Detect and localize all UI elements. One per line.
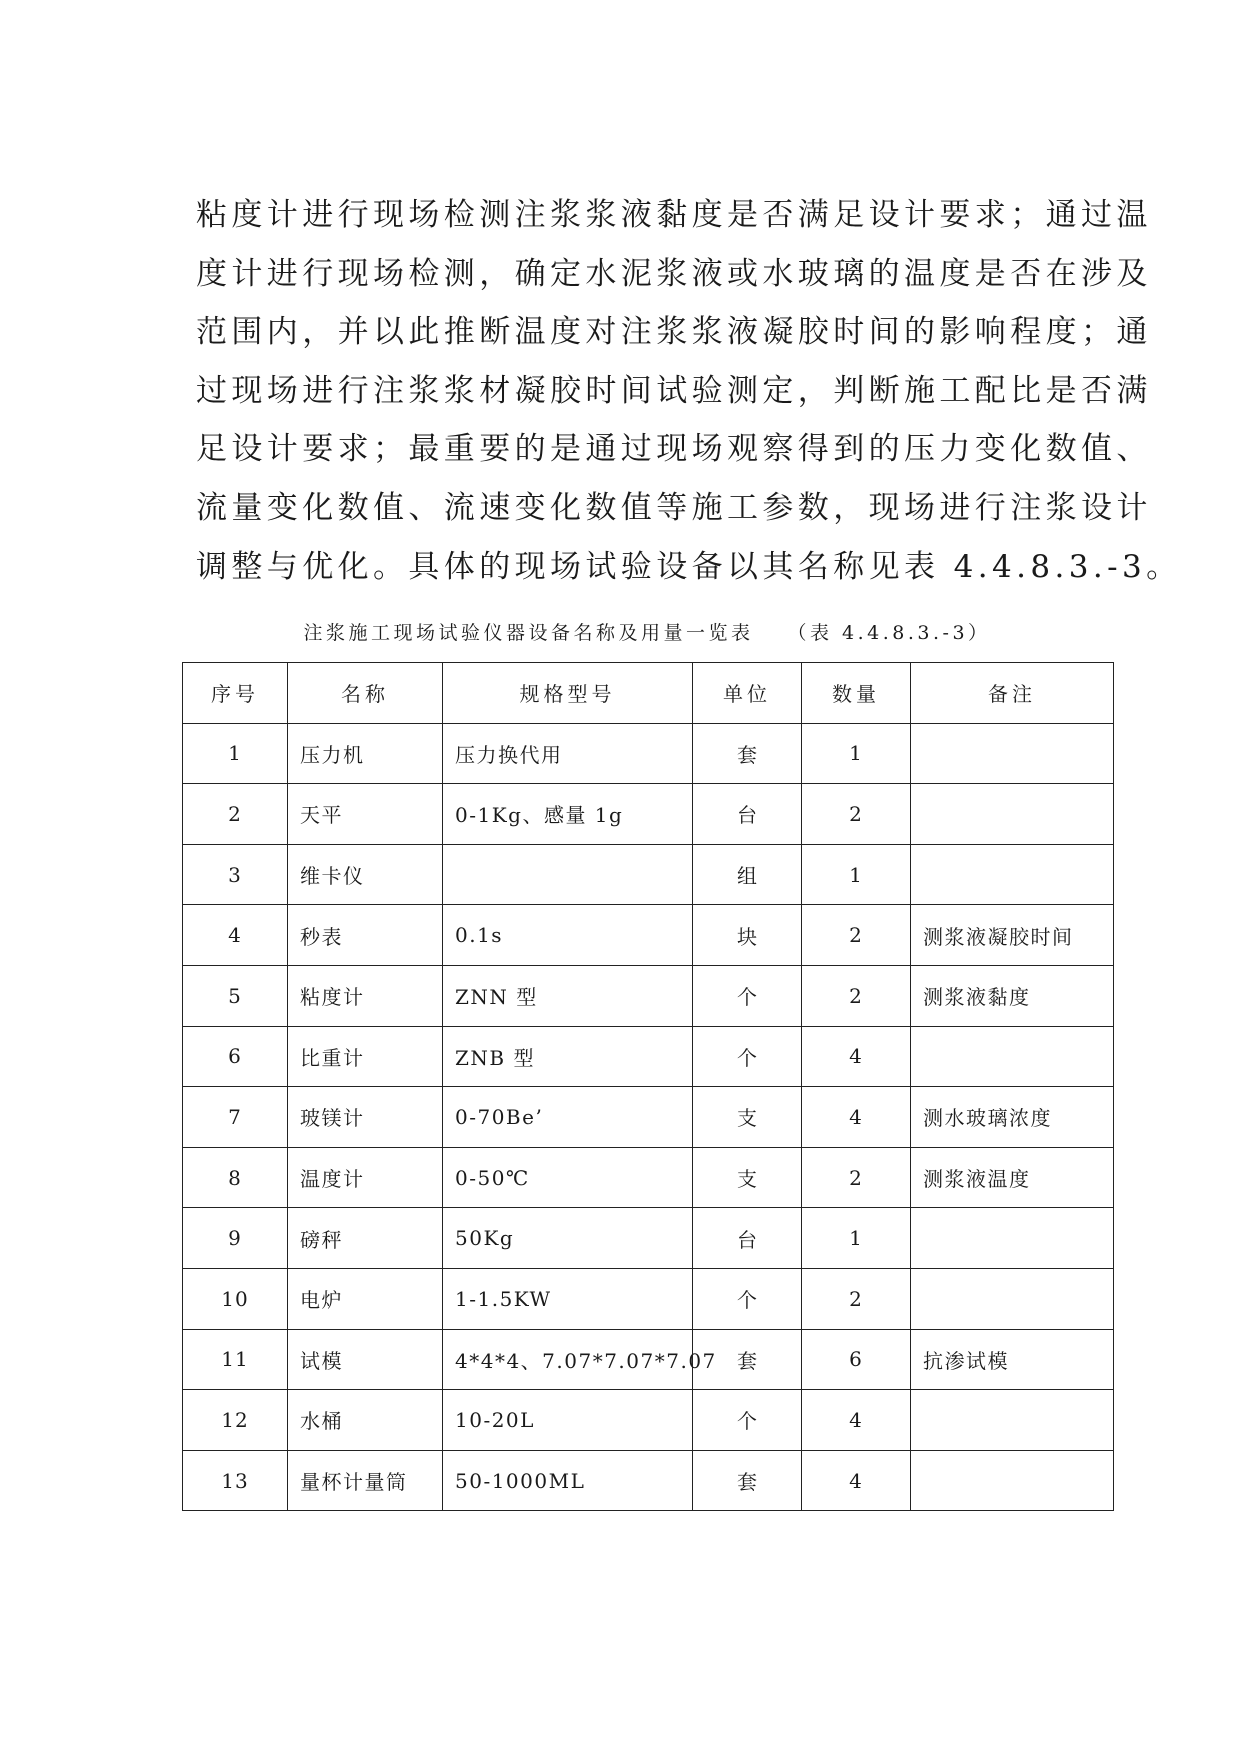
cell-unit: 个: [693, 1026, 802, 1087]
header-spec: 规格型号: [443, 663, 693, 724]
cell-name: 比重计: [288, 1026, 443, 1087]
cell-unit: 支: [693, 1087, 802, 1148]
cell-quantity: 1: [802, 723, 911, 784]
cell-name: 水桶: [288, 1390, 443, 1451]
header-unit: 单位: [693, 663, 802, 724]
cell-spec: [443, 844, 693, 905]
table-row: [183, 784, 1114, 845]
cell-spec: 1-1.5KW: [443, 1268, 693, 1329]
cell-unit: 个: [693, 1268, 802, 1329]
paragraph-line: 足设计要求；最重要的是通过现场观察得到的压力变化数值、: [196, 431, 1152, 468]
cell-quantity: 2: [802, 1268, 911, 1329]
header-quantity: 数量: [802, 663, 911, 724]
cell-index: 8: [183, 1147, 288, 1208]
table-row: [183, 723, 1114, 784]
cell-unit: 套: [693, 1450, 802, 1511]
paragraph-line: 范围内，并以此推断温度对注浆浆液凝胶时间的影响程度；通: [196, 314, 1152, 351]
cell-quantity: 2: [802, 1147, 911, 1208]
cell-index: 13: [183, 1450, 288, 1511]
cell-unit: 台: [693, 1208, 802, 1269]
table-caption: [182, 618, 1112, 645]
cell-index: 2: [183, 784, 288, 845]
cell-unit: 组: [693, 844, 802, 905]
cell-index: 9: [183, 1208, 288, 1269]
cell-spec: 0-1Kg、感量 1g: [443, 784, 693, 845]
cell-unit: 个: [693, 965, 802, 1026]
body-paragraph: [196, 186, 1182, 596]
table-row: [183, 965, 1114, 1026]
table-body: [183, 723, 1114, 1511]
cell-name: 玻镁计: [288, 1087, 443, 1148]
cell-spec: ZNB 型: [443, 1026, 693, 1087]
cell-quantity: 1: [802, 844, 911, 905]
cell-name: 维卡仪: [288, 844, 443, 905]
cell-name: 温度计: [288, 1147, 443, 1208]
table-row: [183, 905, 1114, 966]
cell-spec: 压力换代用: [443, 723, 693, 784]
cell-remarks: 抗渗试模: [911, 1329, 1114, 1390]
cell-quantity: 2: [802, 905, 911, 966]
cell-remarks: 测浆液凝胶时间: [911, 905, 1114, 966]
table-row: [183, 1087, 1114, 1148]
table-header-row: [183, 663, 1114, 724]
cell-index: 7: [183, 1087, 288, 1148]
cell-name: 量杯计量筒: [288, 1450, 443, 1511]
table-row: [183, 1329, 1114, 1390]
cell-index: 11: [183, 1329, 288, 1390]
table-row: [183, 1208, 1114, 1269]
cell-remarks: 测水玻璃浓度: [911, 1087, 1114, 1148]
cell-spec: 50-1000ML: [443, 1450, 693, 1511]
cell-remarks: [911, 1390, 1114, 1451]
cell-index: 10: [183, 1268, 288, 1329]
cell-spec: 0-50℃: [443, 1147, 693, 1208]
cell-name: 磅秤: [288, 1208, 443, 1269]
cell-remarks: [911, 844, 1114, 905]
paragraph-line: 调整与优化。具体的现场试验设备以其名称见表 4.4.8.3.-3。: [196, 548, 1182, 585]
cell-spec: 4*4*4、7.07*7.07*7.07: [443, 1329, 693, 1390]
cell-unit: 套: [693, 1329, 802, 1390]
cell-quantity: 4: [802, 1026, 911, 1087]
cell-remarks: [911, 1268, 1114, 1329]
cell-name: 天平: [288, 784, 443, 845]
table-row: [183, 1450, 1114, 1511]
header-name: 名称: [288, 663, 443, 724]
paragraph-line: 度计进行现场检测，确定水泥浆液或水玻璃的温度是否在涉及: [196, 255, 1152, 292]
table-row: [183, 1026, 1114, 1087]
cell-spec: 50Kg: [443, 1208, 693, 1269]
paragraph-line: 粘度计进行现场检测注浆浆液黏度是否满足设计要求；通过温: [196, 197, 1152, 233]
cell-index: 1: [183, 723, 288, 784]
cell-index: 12: [183, 1390, 288, 1451]
table-row: [183, 1268, 1114, 1329]
cell-name: 电炉: [288, 1268, 443, 1329]
cell-remarks: [911, 1450, 1114, 1511]
cell-quantity: 6: [802, 1329, 911, 1390]
cell-unit: 个: [693, 1390, 802, 1451]
cell-spec: 0.1s: [443, 905, 693, 966]
cell-index: 5: [183, 965, 288, 1026]
cell-index: 4: [183, 905, 288, 966]
cell-quantity: 2: [802, 784, 911, 845]
cell-spec: 0-70Be’: [443, 1087, 693, 1148]
paragraph-line: 过现场进行注浆浆材凝胶时间试验测定，判断施工配比是否满: [196, 372, 1152, 409]
cell-unit: 台: [693, 784, 802, 845]
cell-quantity: 4: [802, 1390, 911, 1451]
cell-index: 6: [183, 1026, 288, 1087]
table-row: [183, 844, 1114, 905]
cell-remarks: [911, 1208, 1114, 1269]
cell-unit: 支: [693, 1147, 802, 1208]
table-caption-title: 注浆施工现场试验仪器设备名称及用量一览表: [303, 622, 754, 644]
table-row: [183, 1147, 1114, 1208]
cell-remarks: [911, 723, 1114, 784]
paragraph-line: 流量变化数值、流速变化数值等施工参数，现场进行注浆设计: [196, 489, 1152, 526]
cell-quantity: 4: [802, 1087, 911, 1148]
cell-name: 压力机: [288, 723, 443, 784]
cell-remarks: 测浆液温度: [911, 1147, 1114, 1208]
cell-unit: 块: [693, 905, 802, 966]
cell-spec: ZNN 型: [443, 965, 693, 1026]
cell-quantity: 4: [802, 1450, 911, 1511]
cell-name: 粘度计: [288, 965, 443, 1026]
cell-remarks: [911, 1026, 1114, 1087]
cell-remarks: 测浆液黏度: [911, 965, 1114, 1026]
header-remarks: 备注: [911, 663, 1114, 724]
cell-unit: 套: [693, 723, 802, 784]
cell-name: 秒表: [288, 905, 443, 966]
cell-quantity: 2: [802, 965, 911, 1026]
cell-index: 3: [183, 844, 288, 905]
header-index: 序号: [183, 663, 288, 724]
equipment-table: [182, 662, 1114, 1511]
table-caption-ref: （表 4.4.8.3.-3）: [787, 622, 991, 644]
cell-remarks: [911, 784, 1114, 845]
cell-quantity: 1: [802, 1208, 911, 1269]
cell-spec: 10-20L: [443, 1390, 693, 1451]
cell-name: 试模: [288, 1329, 443, 1390]
table-row: [183, 1390, 1114, 1451]
